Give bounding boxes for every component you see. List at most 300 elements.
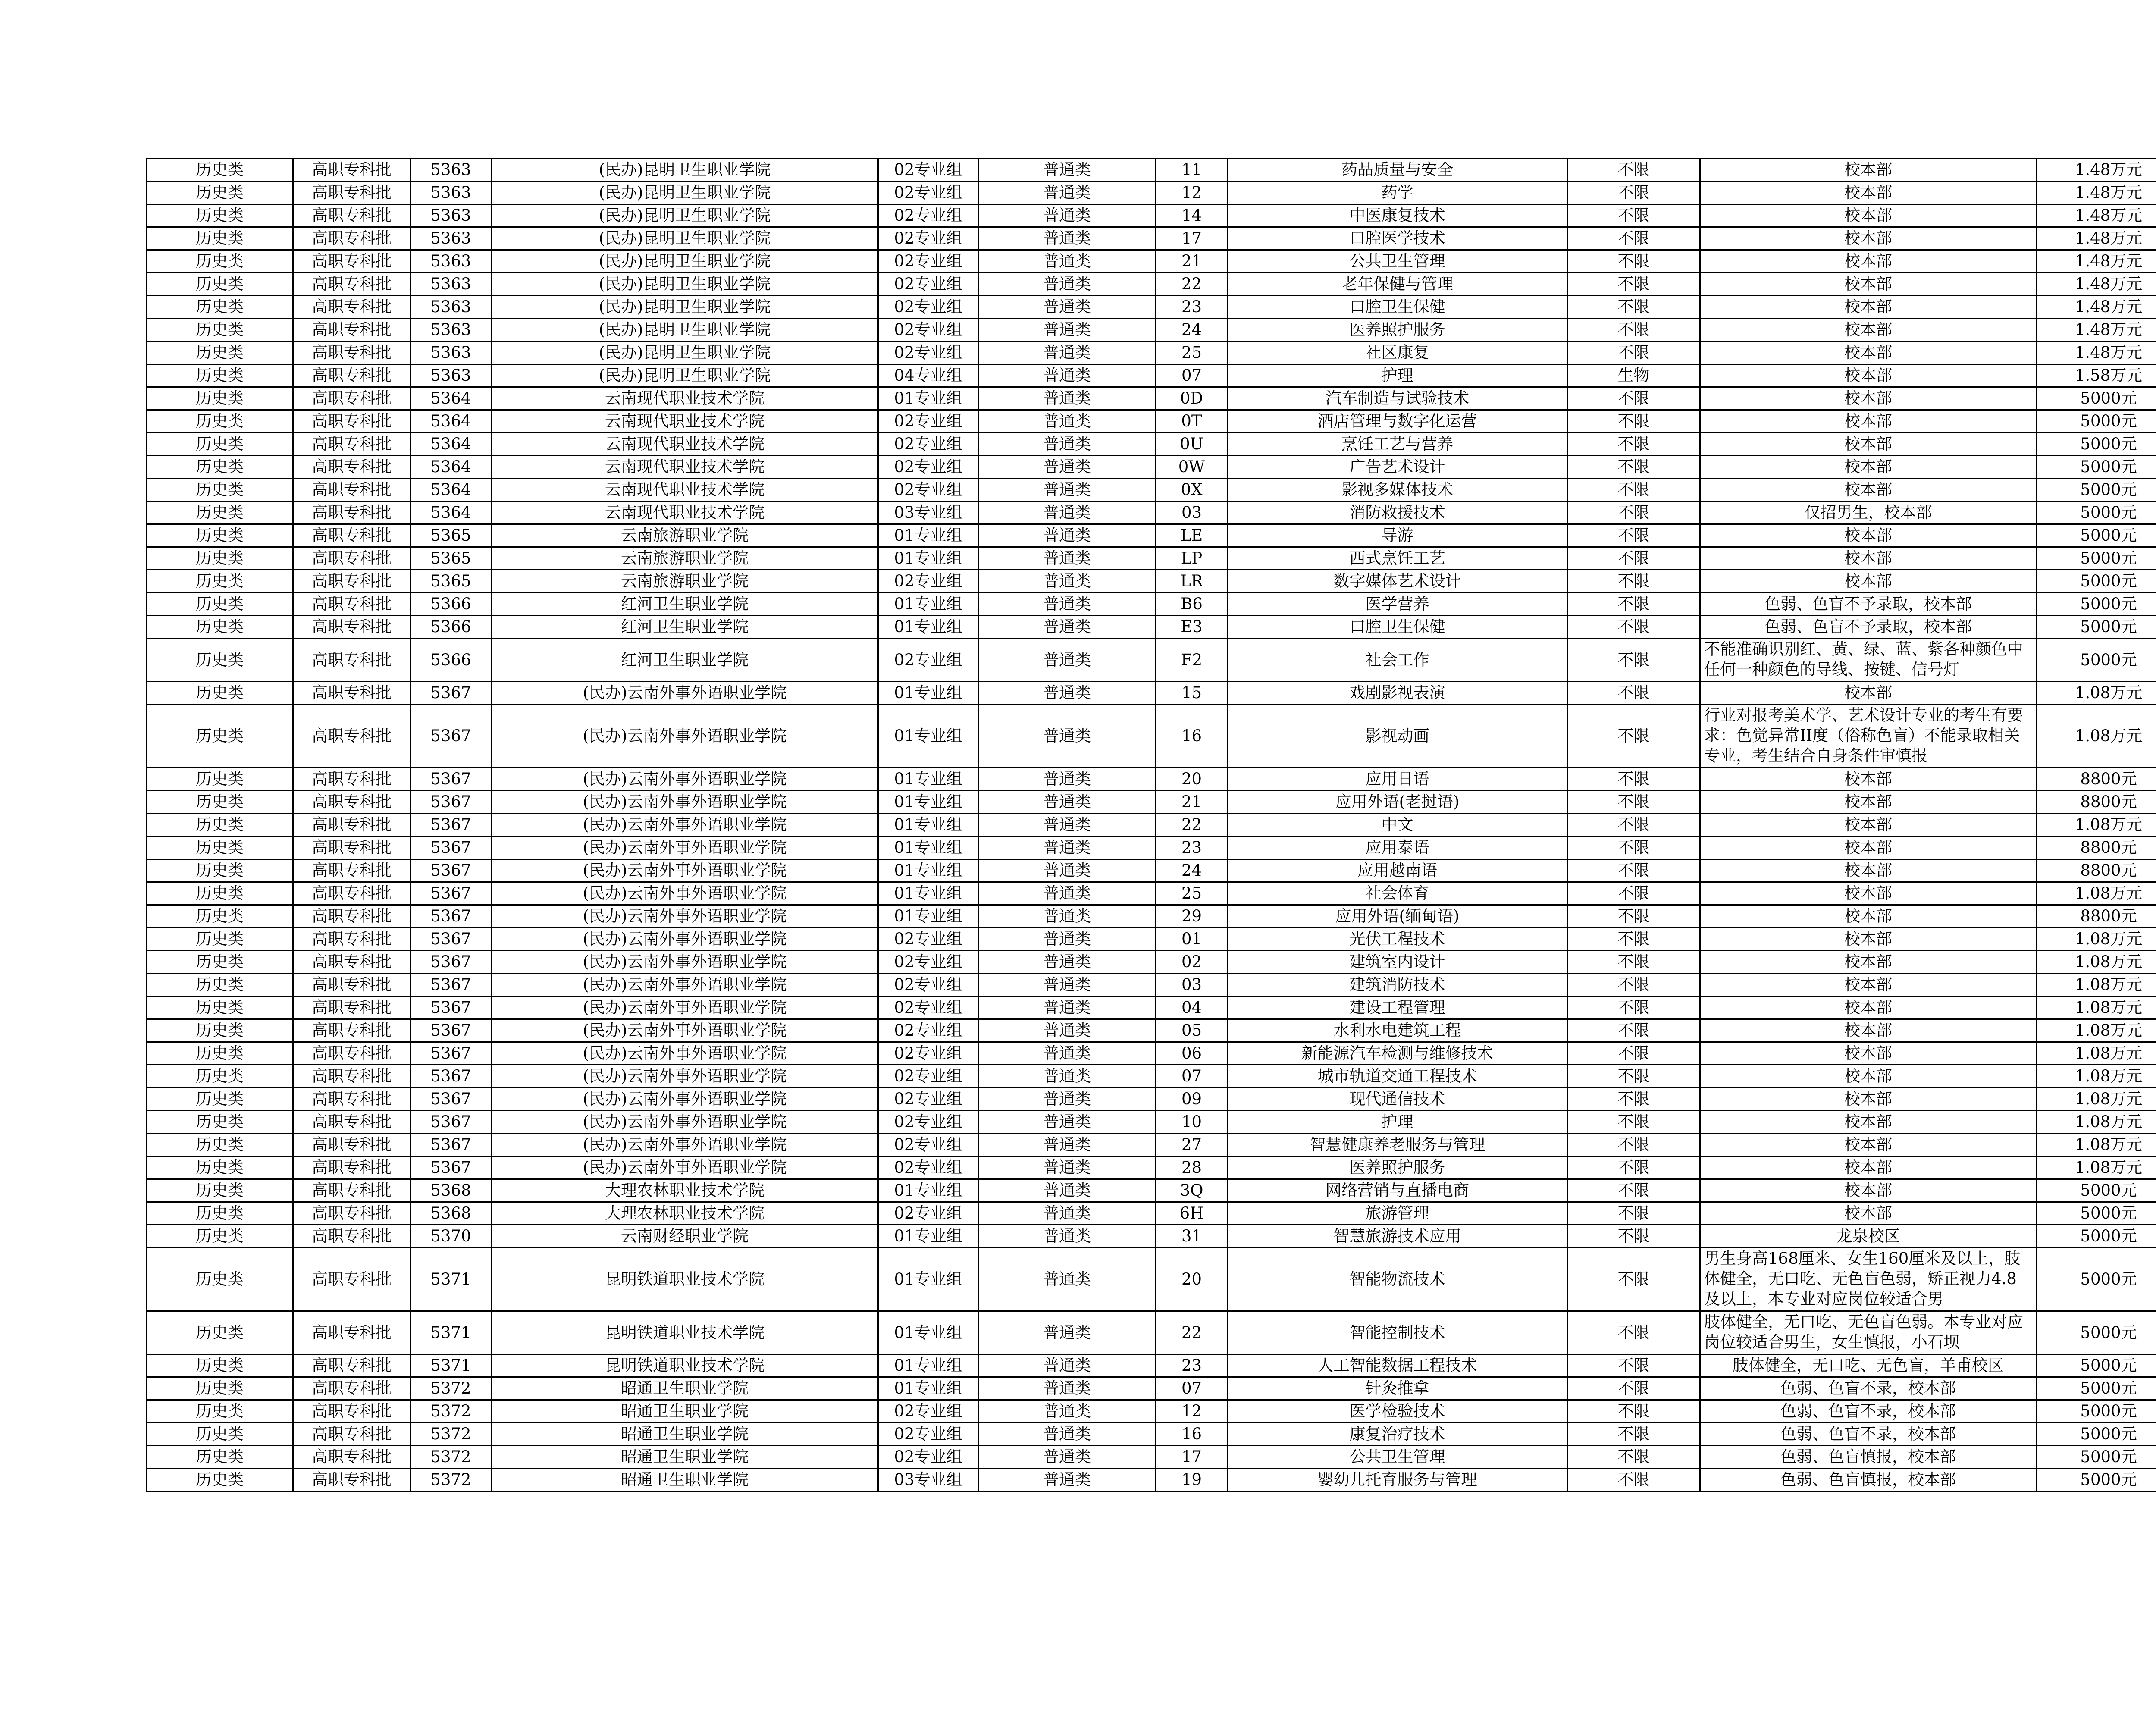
table-row — [147, 1065, 2156, 1088]
plan-type-cell: 普通类 — [978, 928, 1156, 951]
major-code-cell: 21 — [1156, 791, 1228, 814]
category-cell: 历史类 — [147, 456, 293, 479]
remarks-cell: 校本部 — [1700, 974, 2037, 997]
remarks-text: 男生身高168厘米、女生160厘米及以上，肢体健全，无口吃、无色盲色弱，矫正视力4.8及以上，本专业对应岗位较适合男 — [1704, 1249, 2021, 1308]
major-name-cell: 智慧旅游技术应用 — [1228, 1225, 1567, 1248]
major-code-cell: 0T — [1156, 410, 1228, 433]
school-code-cell: 5367 — [411, 837, 492, 859]
major-group-cell: 03专业组 — [878, 1469, 978, 1492]
major-group-cell: 02专业组 — [878, 479, 978, 501]
plan-type-cell: 普通类 — [978, 227, 1156, 250]
major-name-cell: 中医康复技术 — [1228, 204, 1567, 227]
subject-requirement-cell: 不限 — [1567, 1469, 1700, 1492]
category-cell: 历史类 — [147, 570, 293, 593]
batch-cell: 高职专科批 — [293, 882, 411, 905]
major-name-cell: 消防救援技术 — [1228, 501, 1567, 524]
category-cell: 历史类 — [147, 547, 293, 570]
school-name-cell: 昭通卫生职业学院 — [492, 1400, 878, 1423]
batch-cell: 高职专科批 — [293, 928, 411, 951]
batch-cell: 高职专科批 — [293, 859, 411, 882]
school-name-cell: 云南现代职业技术学院 — [492, 410, 878, 433]
major-name-cell: 酒店管理与数字化运营 — [1228, 410, 1567, 433]
plan-type-cell: 普通类 — [978, 342, 1156, 364]
school-code-cell: 5367 — [411, 997, 492, 1019]
major-group-cell: 02专业组 — [878, 319, 978, 342]
school-name-cell: (民办)昆明卫生职业学院 — [492, 296, 878, 319]
category-cell: 历史类 — [147, 593, 293, 616]
batch-cell: 高职专科批 — [293, 1469, 411, 1492]
major-group-cell: 02专业组 — [878, 1019, 978, 1042]
school-code-cell: 5364 — [411, 410, 492, 433]
tuition-cell: 1.08万元 — [2037, 1111, 2156, 1134]
remarks-cell: 校本部 — [1700, 387, 2037, 410]
batch-cell: 高职专科批 — [293, 1088, 411, 1111]
subject-requirement-cell: 不限 — [1567, 639, 1700, 682]
category-cell: 历史类 — [147, 705, 293, 768]
tuition-cell: 1.48万元 — [2037, 159, 2156, 182]
remarks-cell: 校本部 — [1700, 1134, 2037, 1156]
category-cell: 历史类 — [147, 997, 293, 1019]
remarks-cell: 校本部 — [1700, 1019, 2037, 1042]
major-group-cell: 02专业组 — [878, 456, 978, 479]
major-group-cell: 01专业组 — [878, 1179, 978, 1202]
major-group-cell: 01专业组 — [878, 387, 978, 410]
remarks-cell: 校本部 — [1700, 814, 2037, 837]
major-code-cell: 12 — [1156, 1400, 1228, 1423]
batch-cell: 高职专科批 — [293, 1156, 411, 1179]
remarks-cell: 校本部 — [1700, 273, 2037, 296]
table-row — [147, 768, 2156, 791]
major-group-cell: 02专业组 — [878, 342, 978, 364]
school-name-cell: 云南现代职业技术学院 — [492, 456, 878, 479]
school-name-cell: 昆明铁道职业技术学院 — [492, 1311, 878, 1354]
major-group-cell: 01专业组 — [878, 524, 978, 547]
tuition-cell: 1.08万元 — [2037, 682, 2156, 705]
category-cell: 历史类 — [147, 682, 293, 705]
school-code-cell: 5367 — [411, 814, 492, 837]
major-name-cell: 药品质量与安全 — [1228, 159, 1567, 182]
batch-cell: 高职专科批 — [293, 1202, 411, 1225]
major-name-cell: 社会体育 — [1228, 882, 1567, 905]
remarks-cell: 校本部 — [1700, 296, 2037, 319]
plan-type-cell: 普通类 — [978, 547, 1156, 570]
school-name-cell: 昆明铁道职业技术学院 — [492, 1248, 878, 1311]
remarks-cell: 校本部 — [1700, 1156, 2037, 1179]
major-code-cell: 14 — [1156, 204, 1228, 227]
major-name-cell: 针灸推拿 — [1228, 1377, 1567, 1400]
category-cell: 历史类 — [147, 501, 293, 524]
major-code-cell: 01 — [1156, 928, 1228, 951]
subject-requirement-cell: 不限 — [1567, 1134, 1700, 1156]
table-row — [147, 859, 2156, 882]
plan-type-cell: 普通类 — [978, 273, 1156, 296]
major-group-cell: 01专业组 — [878, 1311, 978, 1354]
table-row — [147, 319, 2156, 342]
batch-cell: 高职专科批 — [293, 319, 411, 342]
category-cell: 历史类 — [147, 1248, 293, 1311]
tuition-cell: 5000元 — [2037, 479, 2156, 501]
table-row — [147, 928, 2156, 951]
batch-cell: 高职专科批 — [293, 974, 411, 997]
major-code-cell: 3Q — [1156, 1179, 1228, 1202]
plan-type-cell: 普通类 — [978, 882, 1156, 905]
plan-type-cell: 普通类 — [978, 837, 1156, 859]
major-group-cell: 01专业组 — [878, 1225, 978, 1248]
subject-requirement-cell: 不限 — [1567, 1311, 1700, 1354]
major-name-cell: 婴幼儿托育服务与管理 — [1228, 1469, 1567, 1492]
plan-type-cell: 普通类 — [978, 501, 1156, 524]
subject-requirement-cell: 不限 — [1567, 227, 1700, 250]
major-name-cell: 护理 — [1228, 364, 1567, 387]
major-name-cell: 建筑消防技术 — [1228, 974, 1567, 997]
category-cell: 历史类 — [147, 1423, 293, 1446]
tuition-cell: 8800元 — [2037, 905, 2156, 928]
school-name-cell: (民办)云南外事外语职业学院 — [492, 1019, 878, 1042]
plan-type-cell: 普通类 — [978, 791, 1156, 814]
subject-requirement-cell: 不限 — [1567, 705, 1700, 768]
major-group-cell: 02专业组 — [878, 410, 978, 433]
subject-requirement-cell: 不限 — [1567, 387, 1700, 410]
tuition-cell: 1.08万元 — [2037, 882, 2156, 905]
table-row — [147, 616, 2156, 639]
plan-type-cell: 普通类 — [978, 1019, 1156, 1042]
school-name-cell: (民办)云南外事外语职业学院 — [492, 1088, 878, 1111]
major-group-cell: 02专业组 — [878, 639, 978, 682]
school-code-cell: 5367 — [411, 1019, 492, 1042]
major-code-cell: 11 — [1156, 159, 1228, 182]
major-group-cell: 01专业组 — [878, 859, 978, 882]
category-cell: 历史类 — [147, 882, 293, 905]
batch-cell: 高职专科批 — [293, 1111, 411, 1134]
major-name-cell: 应用日语 — [1228, 768, 1567, 791]
tuition-cell: 1.48万元 — [2037, 273, 2156, 296]
school-name-cell: 云南现代职业技术学院 — [492, 479, 878, 501]
batch-cell: 高职专科批 — [293, 227, 411, 250]
tuition-cell: 1.48万元 — [2037, 182, 2156, 204]
school-name-cell: 云南旅游职业学院 — [492, 524, 878, 547]
school-code-cell: 5363 — [411, 227, 492, 250]
plan-type-cell: 普通类 — [978, 433, 1156, 456]
category-cell: 历史类 — [147, 1111, 293, 1134]
school-name-cell: 云南旅游职业学院 — [492, 570, 878, 593]
category-cell: 历史类 — [147, 1202, 293, 1225]
remarks-cell — [1700, 1311, 2037, 1354]
major-group-cell: 01专业组 — [878, 1248, 978, 1311]
school-name-cell: 云南现代职业技术学院 — [492, 501, 878, 524]
tuition-cell: 5000元 — [2037, 1423, 2156, 1446]
subject-requirement-cell: 不限 — [1567, 682, 1700, 705]
plan-type-cell: 普通类 — [978, 682, 1156, 705]
plan-type-cell: 普通类 — [978, 570, 1156, 593]
table-row — [147, 1156, 2156, 1179]
batch-cell: 高职专科批 — [293, 639, 411, 682]
tuition-cell: 1.08万元 — [2037, 974, 2156, 997]
plan-type-cell: 普通类 — [978, 410, 1156, 433]
category-cell: 历史类 — [147, 1469, 293, 1492]
major-code-cell: 25 — [1156, 882, 1228, 905]
table-row — [147, 1248, 2156, 1311]
tuition-cell: 1.08万元 — [2037, 814, 2156, 837]
major-name-cell: 医学检验技术 — [1228, 1400, 1567, 1423]
school-name-cell: (民办)云南外事外语职业学院 — [492, 905, 878, 928]
remarks-cell: 校本部 — [1700, 1088, 2037, 1111]
major-code-cell: 0U — [1156, 433, 1228, 456]
major-code-cell: 0W — [1156, 456, 1228, 479]
category-cell: 历史类 — [147, 1134, 293, 1156]
major-group-cell: 02专业组 — [878, 951, 978, 974]
remarks-cell: 校本部 — [1700, 1065, 2037, 1088]
school-name-cell: (民办)云南外事外语职业学院 — [492, 928, 878, 951]
tuition-cell: 1.08万元 — [2037, 1088, 2156, 1111]
batch-cell: 高职专科批 — [293, 1311, 411, 1354]
major-group-cell: 02专业组 — [878, 204, 978, 227]
school-code-cell: 5367 — [411, 1065, 492, 1088]
table-row — [147, 1202, 2156, 1225]
subject-requirement-cell: 不限 — [1567, 159, 1700, 182]
major-name-cell: 药学 — [1228, 182, 1567, 204]
batch-cell: 高职专科批 — [293, 524, 411, 547]
school-name-cell: 大理农林职业技术学院 — [492, 1202, 878, 1225]
school-code-cell: 5372 — [411, 1446, 492, 1469]
batch-cell: 高职专科批 — [293, 296, 411, 319]
category-cell: 历史类 — [147, 273, 293, 296]
major-name-cell: 智慧健康养老服务与管理 — [1228, 1134, 1567, 1156]
remarks-cell: 校本部 — [1700, 456, 2037, 479]
remarks-text: 不能准确识别红、黄、绿、蓝、紫各种颜色中任何一种颜色的导线、按键、信号灯 — [1704, 640, 2023, 679]
major-name-cell: 应用外语(老挝语) — [1228, 791, 1567, 814]
major-name-cell: 光伏工程技术 — [1228, 928, 1567, 951]
remarks-cell: 校本部 — [1700, 250, 2037, 273]
school-code-cell: 5363 — [411, 364, 492, 387]
batch-cell: 高职专科批 — [293, 342, 411, 364]
school-name-cell: (民办)昆明卫生职业学院 — [492, 227, 878, 250]
subject-requirement-cell: 不限 — [1567, 791, 1700, 814]
plan-type-cell: 普通类 — [978, 1354, 1156, 1377]
plan-type-cell: 普通类 — [978, 319, 1156, 342]
major-code-cell: 09 — [1156, 1088, 1228, 1111]
school-code-cell: 5367 — [411, 1088, 492, 1111]
table-body — [147, 159, 2156, 1492]
school-code-cell: 5363 — [411, 342, 492, 364]
category-cell: 历史类 — [147, 1225, 293, 1248]
tuition-cell: 1.48万元 — [2037, 342, 2156, 364]
category-cell: 历史类 — [147, 814, 293, 837]
plan-type-cell: 普通类 — [978, 1377, 1156, 1400]
table-row — [147, 479, 2156, 501]
school-code-cell: 5363 — [411, 273, 492, 296]
major-group-cell: 01专业组 — [878, 768, 978, 791]
subject-requirement-cell: 不限 — [1567, 1202, 1700, 1225]
table-row — [147, 997, 2156, 1019]
table-row — [147, 501, 2156, 524]
table-row — [147, 570, 2156, 593]
tuition-cell: 1.58万元 — [2037, 364, 2156, 387]
plan-type-cell: 普通类 — [978, 951, 1156, 974]
batch-cell: 高职专科批 — [293, 204, 411, 227]
subject-requirement-cell: 不限 — [1567, 882, 1700, 905]
subject-requirement-cell: 不限 — [1567, 1156, 1700, 1179]
plan-type-cell: 普通类 — [978, 1423, 1156, 1446]
school-code-cell: 5363 — [411, 204, 492, 227]
plan-type-cell: 普通类 — [978, 814, 1156, 837]
plan-type-cell: 普通类 — [978, 616, 1156, 639]
subject-requirement-cell: 不限 — [1567, 997, 1700, 1019]
major-group-cell: 03专业组 — [878, 501, 978, 524]
major-code-cell: 17 — [1156, 1446, 1228, 1469]
batch-cell: 高职专科批 — [293, 682, 411, 705]
tuition-cell: 5000元 — [2037, 387, 2156, 410]
batch-cell: 高职专科批 — [293, 1225, 411, 1248]
major-name-cell: 汽车制造与试验技术 — [1228, 387, 1567, 410]
major-name-cell: 旅游管理 — [1228, 1202, 1567, 1225]
school-code-cell: 5367 — [411, 705, 492, 768]
table-row — [147, 791, 2156, 814]
batch-cell: 高职专科批 — [293, 501, 411, 524]
remarks-cell: 校本部 — [1700, 410, 2037, 433]
major-code-cell: 29 — [1156, 905, 1228, 928]
subject-requirement-cell: 不限 — [1567, 768, 1700, 791]
remarks-text: 行业对报考美术学、艺术设计专业的考生有要求：色觉异常II度（俗称色盲）不能录取相关专业，考生结合自身条件审慎报 — [1704, 706, 2023, 765]
category-cell: 历史类 — [147, 159, 293, 182]
tuition-cell: 5000元 — [2037, 410, 2156, 433]
subject-requirement-cell: 不限 — [1567, 433, 1700, 456]
major-group-cell: 02专业组 — [878, 227, 978, 250]
school-name-cell: (民办)云南外事外语职业学院 — [492, 1156, 878, 1179]
subject-requirement-cell: 不限 — [1567, 250, 1700, 273]
remarks-cell: 色弱、色盲慎报，校本部 — [1700, 1446, 2037, 1469]
school-code-cell: 5368 — [411, 1179, 492, 1202]
tuition-cell: 5000元 — [2037, 547, 2156, 570]
remarks-cell: 肢体健全，无口吃、无色盲，羊甫校区 — [1700, 1354, 2037, 1377]
major-group-cell: 01专业组 — [878, 593, 978, 616]
batch-cell: 高职专科批 — [293, 364, 411, 387]
table-row — [147, 524, 2156, 547]
school-name-cell: (民办)云南外事外语职业学院 — [492, 1042, 878, 1065]
school-code-cell: 5367 — [411, 951, 492, 974]
batch-cell: 高职专科批 — [293, 1179, 411, 1202]
tuition-cell: 8800元 — [2037, 791, 2156, 814]
remarks-cell: 校本部 — [1700, 905, 2037, 928]
plan-type-cell: 普通类 — [978, 296, 1156, 319]
plan-type-cell: 普通类 — [978, 1065, 1156, 1088]
category-cell: 历史类 — [147, 433, 293, 456]
batch-cell: 高职专科批 — [293, 1400, 411, 1423]
major-code-cell: 27 — [1156, 1134, 1228, 1156]
major-name-cell: 公共卫生管理 — [1228, 1446, 1567, 1469]
remarks-cell: 色弱、色盲不予录取，校本部 — [1700, 593, 2037, 616]
category-cell: 历史类 — [147, 859, 293, 882]
batch-cell: 高职专科批 — [293, 273, 411, 296]
subject-requirement-cell: 不限 — [1567, 547, 1700, 570]
batch-cell: 高职专科批 — [293, 814, 411, 837]
plan-type-cell: 普通类 — [978, 1311, 1156, 1354]
table-row — [147, 837, 2156, 859]
table-row — [147, 433, 2156, 456]
tuition-cell: 1.48万元 — [2037, 319, 2156, 342]
table-row — [147, 1446, 2156, 1469]
major-code-cell: 07 — [1156, 1065, 1228, 1088]
plan-type-cell: 普通类 — [978, 1088, 1156, 1111]
remarks-cell: 龙泉校区 — [1700, 1225, 2037, 1248]
remarks-cell: 校本部 — [1700, 997, 2037, 1019]
major-name-cell: 医学营养 — [1228, 593, 1567, 616]
school-name-cell: (民办)云南外事外语职业学院 — [492, 768, 878, 791]
batch-cell: 高职专科批 — [293, 1134, 411, 1156]
category-cell: 历史类 — [147, 1065, 293, 1088]
major-group-cell: 02专业组 — [878, 433, 978, 456]
subject-requirement-cell: 不限 — [1567, 1446, 1700, 1469]
category-cell: 历史类 — [147, 639, 293, 682]
tuition-cell: 5000元 — [2037, 1400, 2156, 1423]
major-code-cell: 22 — [1156, 814, 1228, 837]
tuition-cell: 5000元 — [2037, 639, 2156, 682]
school-code-cell: 5367 — [411, 974, 492, 997]
major-group-cell: 01专业组 — [878, 814, 978, 837]
major-name-cell: 戏剧影视表演 — [1228, 682, 1567, 705]
batch-cell: 高职专科批 — [293, 456, 411, 479]
batch-cell: 高职专科批 — [293, 705, 411, 768]
batch-cell: 高职专科批 — [293, 837, 411, 859]
school-name-cell: (民办)云南外事外语职业学院 — [492, 951, 878, 974]
subject-requirement-cell: 不限 — [1567, 928, 1700, 951]
major-code-cell: 16 — [1156, 705, 1228, 768]
school-code-cell: 5366 — [411, 639, 492, 682]
remarks-cell — [1700, 705, 2037, 768]
major-code-cell: F2 — [1156, 639, 1228, 682]
tuition-cell: 5000元 — [2037, 1446, 2156, 1469]
plan-type-cell: 普通类 — [978, 250, 1156, 273]
table-row — [147, 1225, 2156, 1248]
remarks-cell: 校本部 — [1700, 479, 2037, 501]
major-name-cell: 社会工作 — [1228, 639, 1567, 682]
remarks-cell: 色弱、色盲不录，校本部 — [1700, 1400, 2037, 1423]
major-group-cell: 02专业组 — [878, 1400, 978, 1423]
major-code-cell: 10 — [1156, 1111, 1228, 1134]
plan-type-cell: 普通类 — [978, 1225, 1156, 1248]
plan-type-cell: 普通类 — [978, 1202, 1156, 1225]
plan-type-cell: 普通类 — [978, 479, 1156, 501]
remarks-cell: 仅招男生，校本部 — [1700, 501, 2037, 524]
category-cell: 历史类 — [147, 1019, 293, 1042]
major-name-cell: 中文 — [1228, 814, 1567, 837]
category-cell: 历史类 — [147, 1354, 293, 1377]
tuition-cell: 5000元 — [2037, 1469, 2156, 1492]
tuition-cell: 1.48万元 — [2037, 250, 2156, 273]
tuition-cell: 5000元 — [2037, 1354, 2156, 1377]
major-group-cell: 02专业组 — [878, 159, 978, 182]
tuition-cell: 1.08万元 — [2037, 1065, 2156, 1088]
category-cell: 历史类 — [147, 1400, 293, 1423]
school-code-cell: 5365 — [411, 570, 492, 593]
remarks-cell: 校本部 — [1700, 433, 2037, 456]
remarks-cell: 校本部 — [1700, 1042, 2037, 1065]
school-name-cell: (民办)昆明卫生职业学院 — [492, 342, 878, 364]
major-code-cell: 0D — [1156, 387, 1228, 410]
category-cell: 历史类 — [147, 524, 293, 547]
table-row — [147, 682, 2156, 705]
major-group-cell: 02专业组 — [878, 1065, 978, 1088]
school-code-cell: 5367 — [411, 682, 492, 705]
major-name-cell: 导游 — [1228, 524, 1567, 547]
school-code-cell: 5363 — [411, 250, 492, 273]
remarks-cell: 校本部 — [1700, 928, 2037, 951]
plan-type-cell: 普通类 — [978, 1042, 1156, 1065]
batch-cell: 高职专科批 — [293, 410, 411, 433]
category-cell: 历史类 — [147, 791, 293, 814]
tuition-cell: 1.08万元 — [2037, 1134, 2156, 1156]
school-name-cell: (民办)云南外事外语职业学院 — [492, 997, 878, 1019]
major-code-cell: LP — [1156, 547, 1228, 570]
